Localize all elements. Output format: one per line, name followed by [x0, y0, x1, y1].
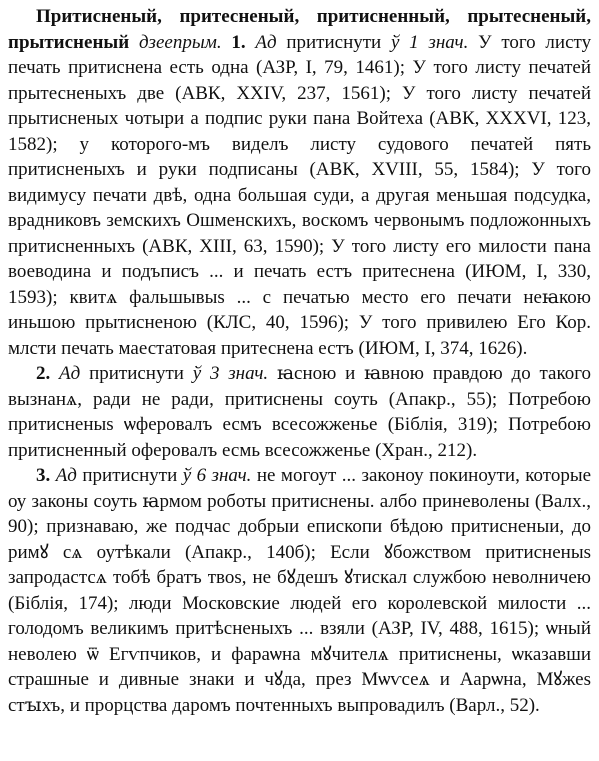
sense-text: У того листу печать притиснена есть одна (АЗР, I, 79, 1461); У того листу печатей прытесненыхъ две (АВК, XXIV, 237, 1561); У того листу печатей прытисненых чотыри а подпис руки пана Войтеха (АВК, XXXVI, 123, 1582); у которого-мъ виделъ листу судового печатей пять притисненыхъ и руки подписаны (АВК, XVIII, 55, 1584); У того видимусу печати двѣ, одна большая суди, а другая меньшая подсудка, врадниковъ земскихъ Ошменскихъ, воскомъ червонымъ подложонныхъ притисненныхъ (АВК, XIII, 63, 1590); У того листу его милости пана воеводина и подъписъ ... и печать естъ притесненa (ИЮМ, I, 330, 1593); квитѧ фальшывыѕ ... с печатью место его печати неꙗкою иньшою прытисненою (КЛС, 40, 1596); У того привилею Его Кор. млсти печать маестатовая притеснена естъ (ИЮМ, I, 374, 1626).	[8, 31, 592, 359]
entry-sense-1	[8, 4, 591, 361]
sense-ref: ў 6 знач.	[182, 465, 252, 486]
sense-lemma: притиснути	[286, 31, 382, 53]
sense-text: не могоут ... законоу покиноути, которые оу законы соуть ꙗрмом роботы притиснены. албо приневолены (Валх., 90); признаваю, же подчас добрыи епископи бѣдою притисненыи, до римꙋ сѧ оутѣкали (Апакр., 140б); Если ꙋбожством притисненыѕ запродастсѧ тобѣ братъ твоѕ, не бꙋдешъ ꙋтискал службою неволничею (Біблія, 174); люди Московские людей его королевской милости ... голодомъ великимъ притѣсненыхъ ... взяли (АЗР, IV, 488, 1615); ѡный неволею ѿ Егѵпчиков, и фараѡна мꙋчителѧ притиснены, ѡказавши страшные и дивные знаки и чꙋда, през Мѡѵсеѧ и Аарѡна, Мꙋжеѕ стꙑхъ, и прорцства даромъ почтенныхъ выпровадилъ (Варл., 52).	[8, 465, 592, 716]
sense-text: ꙗсною и ꙗвною правдою до такого вызнанѧ, ради не ради, притиснены соуть (Апакр., 55); Потребою притисненыѕ ѡферовалъ есмъ всесожженье (Біблія, 319); Потребою притисненный оферовалъ есмь всесожженье (Хран., 212).	[8, 363, 592, 461]
sense-ref: ў 1 знач.	[391, 31, 469, 53]
part-of-speech: дзеепрым.	[138, 31, 222, 53]
sense-ref: ў 3 знач.	[192, 363, 269, 384]
sense-lemma: притиснути	[82, 465, 178, 486]
sense-number: 3.	[36, 465, 51, 486]
entry-headword: Притисненый, притесненый, притисненный, прытесненый, прытисненый	[8, 6, 591, 53]
entry-sense-2	[8, 361, 591, 463]
entry-sense-3	[8, 463, 591, 718]
sense-number: 1.	[231, 31, 246, 53]
sense-number: 2.	[36, 363, 51, 384]
sense-lemma: притиснути	[89, 363, 184, 384]
sense-label: Ад	[255, 31, 277, 53]
sense-label: Ад	[59, 363, 81, 384]
sense-label: Ад	[55, 465, 77, 486]
